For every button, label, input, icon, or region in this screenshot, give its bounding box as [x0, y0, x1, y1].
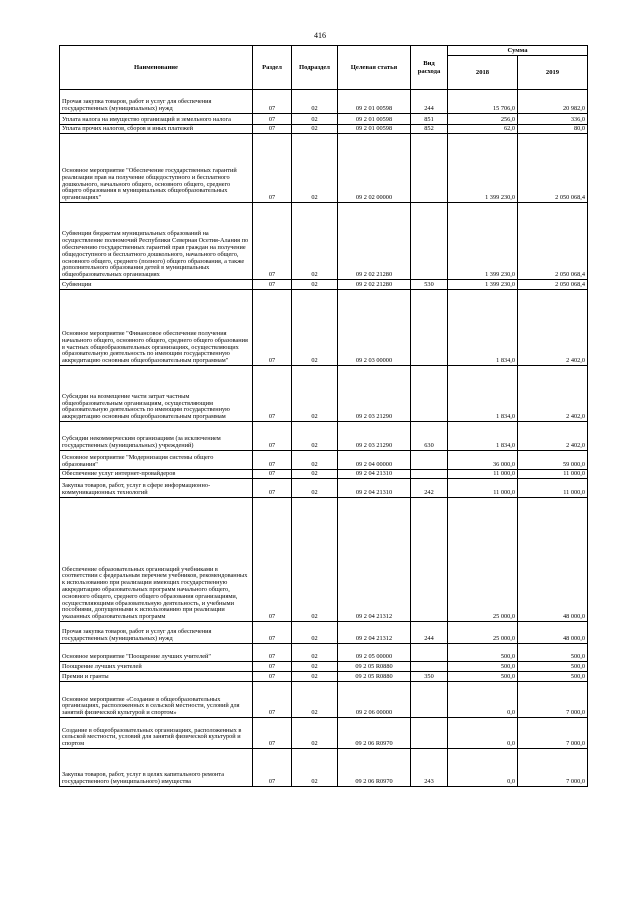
table-cell-2018: 0,0: [448, 718, 518, 749]
table-cell-2019: 2 402,0: [518, 366, 588, 422]
table-cell-expense-type: [411, 644, 448, 662]
table-cell-2018: 0,0: [448, 749, 518, 787]
table-cell-expense-type: [411, 203, 448, 280]
table-row: [60, 125, 588, 134]
table-cell-name: Субсидии на возмещение части затрат частным общеобразовательным организациям, осуществляющим образовательную деятельность по имеющим государственную аккредитацию основным общеобразовательным программам: [60, 366, 253, 422]
table-cell-2018: 11 000,0: [448, 479, 518, 498]
table-cell-razdel: 07: [253, 90, 292, 114]
table-cell-name: Основное мероприятие "Модернизация системы общего образования": [60, 451, 253, 470]
table-cell-2018: 25 000,0: [448, 622, 518, 644]
table-cell-target: 09 2 04 21310: [338, 470, 411, 479]
table-cell-razdel: 07: [253, 749, 292, 787]
table-cell-target: 09 2 04 21312: [338, 622, 411, 644]
table-cell-razdel: 07: [253, 622, 292, 644]
table-cell-name: Субвенции: [60, 280, 253, 290]
table-cell-2019: 7 000,0: [518, 749, 588, 787]
table-cell-razdel: 07: [253, 718, 292, 749]
table-cell-name: Основное мероприятие "Финансовое обеспечение получения начального общего, основного общего, среднего общего образования в частных общеобразовательных организациях, осуществляющих образовательную деятельность по имеющим государственную аккредитацию основным общеобразовательным программам": [60, 290, 253, 366]
table-cell-name: Закупка товаров, работ, услуг в сфере информационно-коммуникационных технологий: [60, 479, 253, 498]
table-cell-2019: 336,0: [518, 114, 588, 125]
table-cell-razdel: 07: [253, 479, 292, 498]
table-cell-podrazdel: 02: [292, 672, 338, 682]
table-cell-expense-type: [411, 451, 448, 470]
table-cell-target: 09 2 01 00598: [338, 114, 411, 125]
table-cell-podrazdel: 02: [292, 644, 338, 662]
table-cell-expense-type: 350: [411, 672, 448, 682]
table-row: [60, 90, 588, 114]
table-cell-2019: 2 402,0: [518, 290, 588, 366]
table-cell-target: 09 2 06 R0970: [338, 749, 411, 787]
table-cell-razdel: 07: [253, 451, 292, 470]
table-cell-2019: 80,0: [518, 125, 588, 134]
header-razdel: Раздел: [253, 46, 292, 90]
table-cell-podrazdel: 02: [292, 125, 338, 134]
table-row: [60, 114, 588, 125]
table-row: [60, 672, 588, 682]
table-cell-name: Премии и гранты: [60, 672, 253, 682]
table-cell-target: 09 2 04 00000: [338, 451, 411, 470]
table-cell-target: 09 2 04 21312: [338, 498, 411, 622]
table-cell-2018: 500,0: [448, 672, 518, 682]
header-target: Целевая статья: [338, 46, 411, 90]
table-row: [60, 718, 588, 749]
table-cell-2019: 48 000,0: [518, 498, 588, 622]
table-cell-2019: 11 000,0: [518, 479, 588, 498]
table-cell-razdel: 07: [253, 498, 292, 622]
table-cell-razdel: 07: [253, 203, 292, 280]
table-cell-razdel: 07: [253, 672, 292, 682]
table-cell-2018: 1 834,0: [448, 422, 518, 451]
table-cell-razdel: 07: [253, 134, 292, 203]
table-cell-podrazdel: 02: [292, 662, 338, 672]
table-cell-razdel: 07: [253, 644, 292, 662]
table-cell-name: Создание в общеобразовательных организациях, расположенных в сельской местности, условий для занятий физической культурой и спортом: [60, 718, 253, 749]
table-cell-name: Основное мероприятие "Обеспечение государственных гарантий реализации прав на получение общедоступного и бесплатного дошкольного, начального общего, основного общего, среднего общего образования в муниципальных общеобразовательных организациях": [60, 134, 253, 203]
table-cell-expense-type: 852: [411, 125, 448, 134]
table-cell-razdel: 07: [253, 125, 292, 134]
table-cell-podrazdel: 02: [292, 134, 338, 203]
table-row: [60, 366, 588, 422]
table-cell-target: 09 2 01 00598: [338, 125, 411, 134]
table-cell-2018: 500,0: [448, 644, 518, 662]
table-cell-name: Прочая закупка товаров, работ и услуг для обеспечения государственных (муниципальных) нужд: [60, 622, 253, 644]
table-cell-2019: 2 050 068,4: [518, 203, 588, 280]
table-cell-2019: 48 000,0: [518, 622, 588, 644]
table-cell-razdel: 07: [253, 290, 292, 366]
table-cell-podrazdel: 02: [292, 622, 338, 644]
table-cell-target: 09 2 03 21290: [338, 366, 411, 422]
header-expense-type: Вид расхода: [411, 46, 448, 90]
table-cell-podrazdel: 02: [292, 498, 338, 622]
table-cell-2018: 0,0: [448, 682, 518, 718]
table-row: [60, 470, 588, 479]
table-cell-podrazdel: 02: [292, 366, 338, 422]
table-row: [60, 451, 588, 470]
table-cell-target: 09 2 02 21280: [338, 280, 411, 290]
header-year-2019: 2019: [518, 56, 588, 90]
page-number: 416: [314, 31, 326, 40]
table-cell-target: 09 2 06 00000: [338, 682, 411, 718]
table-cell-2019: 20 982,0: [518, 90, 588, 114]
table-cell-podrazdel: 02: [292, 422, 338, 451]
table-cell-expense-type: [411, 662, 448, 672]
table-cell-2018: 1 399 230,0: [448, 203, 518, 280]
table-cell-razdel: 07: [253, 366, 292, 422]
table-cell-name: Основное мероприятие "Поощрение лучших учителей": [60, 644, 253, 662]
table-cell-podrazdel: 02: [292, 280, 338, 290]
table-row: [60, 290, 588, 366]
table-cell-podrazdel: 02: [292, 718, 338, 749]
table-row: [60, 422, 588, 451]
table-cell-2018: 1 834,0: [448, 290, 518, 366]
table-cell-2018: 36 000,0: [448, 451, 518, 470]
table-cell-name: Обеспечение услуг интернет-провайдеров: [60, 470, 253, 479]
table-cell-2018: 256,0: [448, 114, 518, 125]
table-cell-expense-type: [411, 718, 448, 749]
table-cell-target: 09 2 02 00000: [338, 134, 411, 203]
table-cell-name: Прочая закупка товаров, работ и услуг для обеспечения государственных (муниципальных) нужд: [60, 90, 253, 114]
table-cell-expense-type: [411, 682, 448, 718]
table-cell-2019: 7 000,0: [518, 682, 588, 718]
table-cell-podrazdel: 02: [292, 451, 338, 470]
table-cell-razdel: 07: [253, 662, 292, 672]
table-cell-target: 09 2 05 00000: [338, 644, 411, 662]
table-cell-name: Поощрение лучших учителей: [60, 662, 253, 672]
table-cell-2018: 11 000,0: [448, 470, 518, 479]
table-row: [60, 644, 588, 662]
table-cell-target: 09 2 06 R0970: [338, 718, 411, 749]
table-cell-expense-type: 851: [411, 114, 448, 125]
header-podrazdel: Подраздел: [292, 46, 338, 90]
table-cell-name: Обеспечение образовательных организаций учебниками в соответствии с федеральным перечнем учебников, рекомендованных к использованию при реализации имеющих государственную аккредитацию образовательных программ начального общего, основного общего, среднего общего образования организациями, осуществляющими образовательную деятельность, и учебными пособиями, допущенными к использованию при реализации указанных образовательных программ: [60, 498, 253, 622]
table-cell-2019: 59 000,0: [518, 451, 588, 470]
table-cell-expense-type: [411, 366, 448, 422]
table-cell-expense-type: [411, 498, 448, 622]
table-cell-expense-type: [411, 134, 448, 203]
table-cell-podrazdel: 02: [292, 290, 338, 366]
table-cell-2019: 7 000,0: [518, 718, 588, 749]
table-cell-2019: 2 050 068,4: [518, 134, 588, 203]
table-cell-2019: 2 402,0: [518, 422, 588, 451]
table-cell-name: Субсидии некоммерческим организациям (за исключением государственных (муниципальных) учреждений): [60, 422, 253, 451]
table-row: [60, 134, 588, 203]
budget-table: [59, 45, 588, 787]
table-cell-target: 09 2 03 00000: [338, 290, 411, 366]
table-cell-razdel: 07: [253, 470, 292, 479]
table-cell-target: 09 2 02 21280: [338, 203, 411, 280]
table-cell-name: Субвенции бюджетам муниципальных образований на осуществление полномочий Республики Северная Осетия-Алания по обеспечению государственных гарантий прав граждан на получение общедоступного и бесплатного дошкольного, начального общего, основного общего, среднего (полного) общего образования, а также дополнительного образования детей в муниципальных общеобразовательных организациях: [60, 203, 253, 280]
table-cell-target: 09 2 05 R0880: [338, 662, 411, 672]
table-cell-2018: 62,0: [448, 125, 518, 134]
table-cell-expense-type: 242: [411, 479, 448, 498]
table-cell-expense-type: 630: [411, 422, 448, 451]
table-cell-2019: 500,0: [518, 644, 588, 662]
table-cell-podrazdel: 02: [292, 479, 338, 498]
table-cell-podrazdel: 02: [292, 114, 338, 125]
table-cell-2018: 15 706,0: [448, 90, 518, 114]
table-cell-name: Закупка товаров, работ, услуг в целях капитального ремонта государственного (муниципального) имущества: [60, 749, 253, 787]
table-cell-razdel: 07: [253, 682, 292, 718]
table-cell-target: 09 2 01 00598: [338, 90, 411, 114]
table-cell-name: Уплата налога на имущество организаций и земельного налога: [60, 114, 253, 125]
table-cell-2018: 1 399 230,0: [448, 134, 518, 203]
table-cell-expense-type: [411, 290, 448, 366]
table-cell-expense-type: 530: [411, 280, 448, 290]
table-cell-podrazdel: 02: [292, 470, 338, 479]
header-year-2018: 2018: [448, 56, 518, 90]
table-row: [60, 749, 588, 787]
table-body: [60, 90, 588, 787]
table-cell-target: 09 2 04 21310: [338, 479, 411, 498]
table-cell-expense-type: 243: [411, 749, 448, 787]
table-cell-target: 09 2 05 R0880: [338, 672, 411, 682]
table-cell-2018: 1 399 230,0: [448, 280, 518, 290]
table-cell-2018: 1 834,0: [448, 366, 518, 422]
table-cell-expense-type: [411, 470, 448, 479]
table-row: [60, 662, 588, 672]
table-cell-podrazdel: 02: [292, 203, 338, 280]
table-row: [60, 682, 588, 718]
table-cell-2019: 500,0: [518, 662, 588, 672]
table-cell-expense-type: 244: [411, 622, 448, 644]
table-cell-podrazdel: 02: [292, 682, 338, 718]
table-cell-razdel: 07: [253, 422, 292, 451]
header-name: Наименование: [60, 46, 253, 90]
table-row: [60, 622, 588, 644]
table-row: [60, 498, 588, 622]
table-cell-expense-type: 244: [411, 90, 448, 114]
table-cell-razdel: 07: [253, 280, 292, 290]
table-cell-target: 09 2 03 21290: [338, 422, 411, 451]
table-cell-2019: 11 000,0: [518, 470, 588, 479]
table-cell-razdel: 07: [253, 114, 292, 125]
table-cell-2019: 500,0: [518, 672, 588, 682]
table-cell-2019: 2 050 068,4: [518, 280, 588, 290]
table-cell-name: Основное мероприятие «Создание в общеобразовательных организациях, расположенных в сельской местности, условий для занятий физической культурой и спортом»: [60, 682, 253, 718]
table-cell-name: Уплата прочих налогов, сборов и иных платежей: [60, 125, 253, 134]
table-cell-podrazdel: 02: [292, 90, 338, 114]
table-row: [60, 479, 588, 498]
table-cell-podrazdel: 02: [292, 749, 338, 787]
table-row: [60, 280, 588, 290]
table-cell-2018: 500,0: [448, 662, 518, 672]
table-cell-2018: 25 000,0: [448, 498, 518, 622]
table-row: [60, 203, 588, 280]
header-sum: Сумма: [448, 46, 588, 56]
